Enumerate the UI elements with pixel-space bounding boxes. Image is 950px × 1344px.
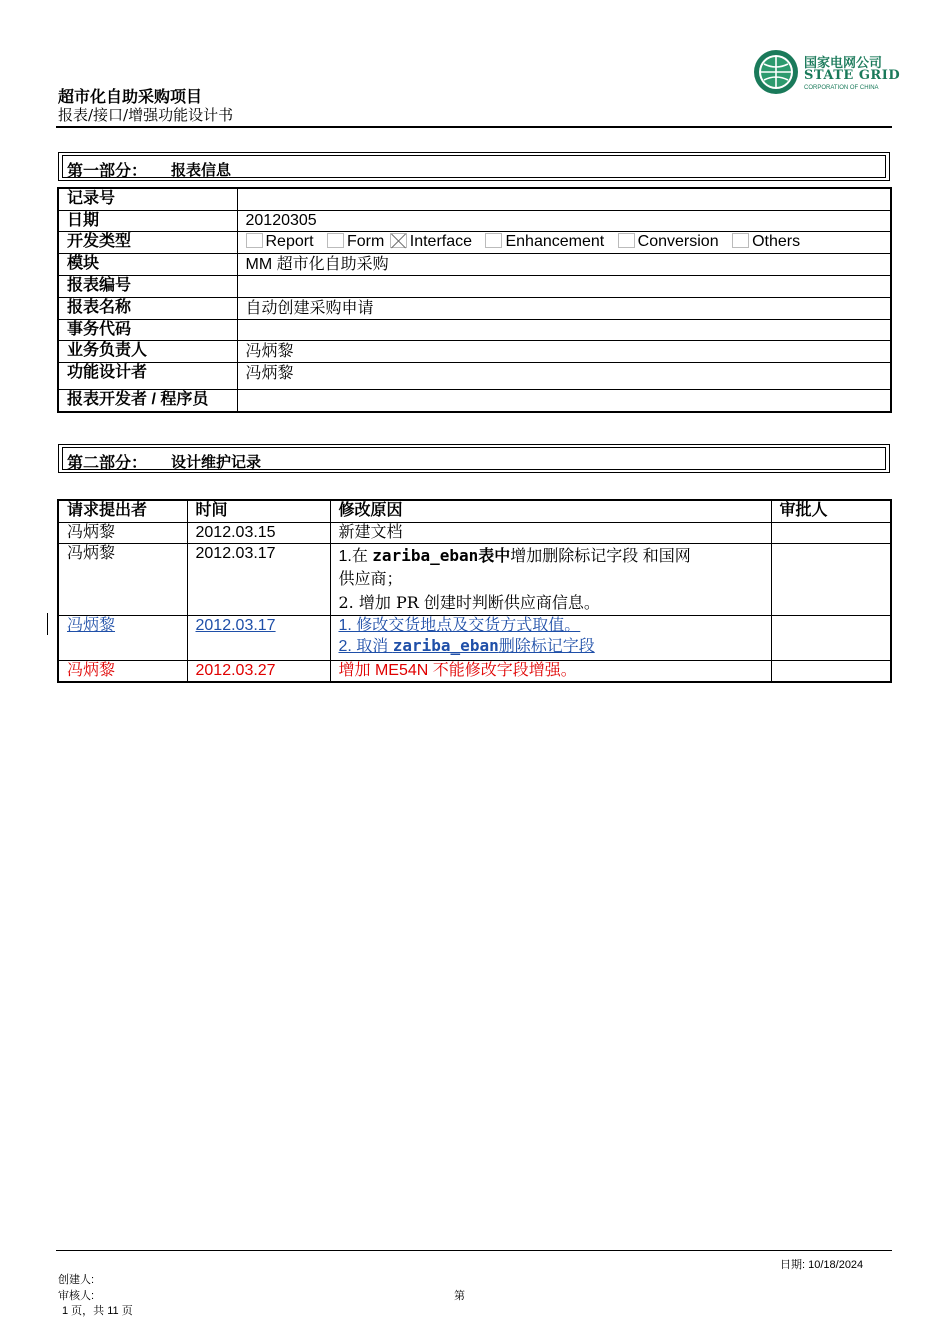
record-no-value <box>237 188 891 210</box>
section1-header <box>58 152 890 181</box>
checkbox-icon[interactable] <box>485 233 502 248</box>
tcode-value <box>237 319 891 340</box>
reason-cell: 1. 修改交货地点及交货方式取值。 2. 取消 zariba_eban删除标记字段 <box>330 615 771 660</box>
option-conversion[interactable]: Conversion <box>618 233 719 250</box>
approver-cell <box>771 522 891 543</box>
maintenance-log-table <box>57 499 892 683</box>
report-no-value <box>237 275 891 297</box>
business-owner-value: 冯炳黎 <box>237 340 891 362</box>
requester-cell: 冯炳黎 <box>58 522 187 543</box>
document-type: 报表/接口/增强功能设计书 <box>58 106 234 124</box>
reason-cell: 新建文档 <box>330 522 771 543</box>
option-interface[interactable]: Interface <box>390 233 472 250</box>
table-row <box>58 522 891 543</box>
option-form[interactable]: Form <box>327 233 384 250</box>
time-cell: 2012.03.17 <box>187 615 330 660</box>
table-row <box>58 615 891 660</box>
option-enhancement[interactable]: Enhancement <box>485 233 604 250</box>
designer-value: 冯炳黎 <box>237 362 891 389</box>
project-title: 超市化自助采购项目 <box>58 89 203 106</box>
checked-checkbox-icon[interactable] <box>390 233 407 248</box>
developer-value <box>237 389 891 412</box>
section2-title: 设计维护记录 <box>171 454 262 471</box>
approver-cell <box>771 543 891 615</box>
table-row <box>58 543 891 615</box>
requester-cell: 冯炳黎 <box>58 543 187 615</box>
logo-cn: 国家电网公司 <box>804 55 883 70</box>
reason-cell: 增加 ME54N 不能修改字段增强。 <box>330 660 771 682</box>
footer-creator: 创建人: <box>58 1274 95 1286</box>
col-approver: 审批人 <box>771 500 891 522</box>
approver-cell <box>771 615 891 660</box>
col-requester: 请求提出者 <box>58 500 187 522</box>
time-cell: 2012.03.27 <box>187 660 330 682</box>
time-cell: 2012.03.15 <box>187 522 330 543</box>
designer-label: 功能设计者 <box>58 362 237 389</box>
module-value: MM 超市化自助采购 <box>237 253 891 275</box>
developer-label: 报表开发者 / 程序员 <box>58 389 237 412</box>
module-label: 模块 <box>58 253 237 275</box>
record-no-label: 记录号 <box>58 188 237 210</box>
header-divider <box>56 126 892 128</box>
requester-cell: 冯炳黎 <box>58 615 187 660</box>
logo-sub: CORPORATION OF CHINA <box>804 85 879 91</box>
footer-page-word: 第 <box>454 1290 465 1302</box>
date-value: 20120305 <box>237 210 891 231</box>
checkbox-icon[interactable] <box>618 233 635 248</box>
checkbox-icon[interactable] <box>732 233 749 248</box>
option-report[interactable]: Report <box>246 233 314 250</box>
tcode-label: 事务代码 <box>58 319 237 340</box>
section2-label: 第二部分： <box>67 455 148 472</box>
checkbox-icon[interactable] <box>246 233 263 248</box>
date-label: 日期 <box>58 210 237 231</box>
logo-en: STATE GRID <box>804 68 901 83</box>
checkbox-icon[interactable] <box>327 233 344 248</box>
approver-cell <box>771 660 891 682</box>
business-owner-label: 业务负责人 <box>58 340 237 362</box>
col-reason: 修改原因 <box>330 500 771 522</box>
dev-type-label: 开发类型 <box>58 231 237 253</box>
dev-type-options <box>237 231 891 253</box>
time-cell: 2012.03.17 <box>187 543 330 615</box>
section1-title: 报表信息 <box>171 162 232 179</box>
report-no-label: 报表编号 <box>58 275 237 297</box>
footer-page-info: 1 页，共 11 页 <box>62 1305 133 1317</box>
option-others[interactable]: Others <box>732 233 800 250</box>
table-row <box>58 660 891 682</box>
report-name-label: 报表名称 <box>58 297 237 319</box>
section1-label: 第一部分： <box>67 163 148 180</box>
requester-cell: 冯炳黎 <box>58 660 187 682</box>
col-time: 时间 <box>187 500 330 522</box>
globe-icon <box>752 48 800 96</box>
section2-header <box>58 444 890 473</box>
state-grid-logo <box>752 48 901 98</box>
report-name-value: 自动创建采购申请 <box>237 297 891 319</box>
reason-cell: 1.在 zariba_eban表中增加删除标记字段 和国网 供应商； 2. 增加 PR 创建时判断供应商信息。 <box>330 543 771 615</box>
margin-mark <box>47 613 48 635</box>
footer-date: 日期: 10/18/2024 <box>780 1259 864 1271</box>
footer-reviewer: 审核人: <box>58 1290 95 1302</box>
report-info-table <box>57 187 892 413</box>
footer-divider <box>56 1250 892 1251</box>
